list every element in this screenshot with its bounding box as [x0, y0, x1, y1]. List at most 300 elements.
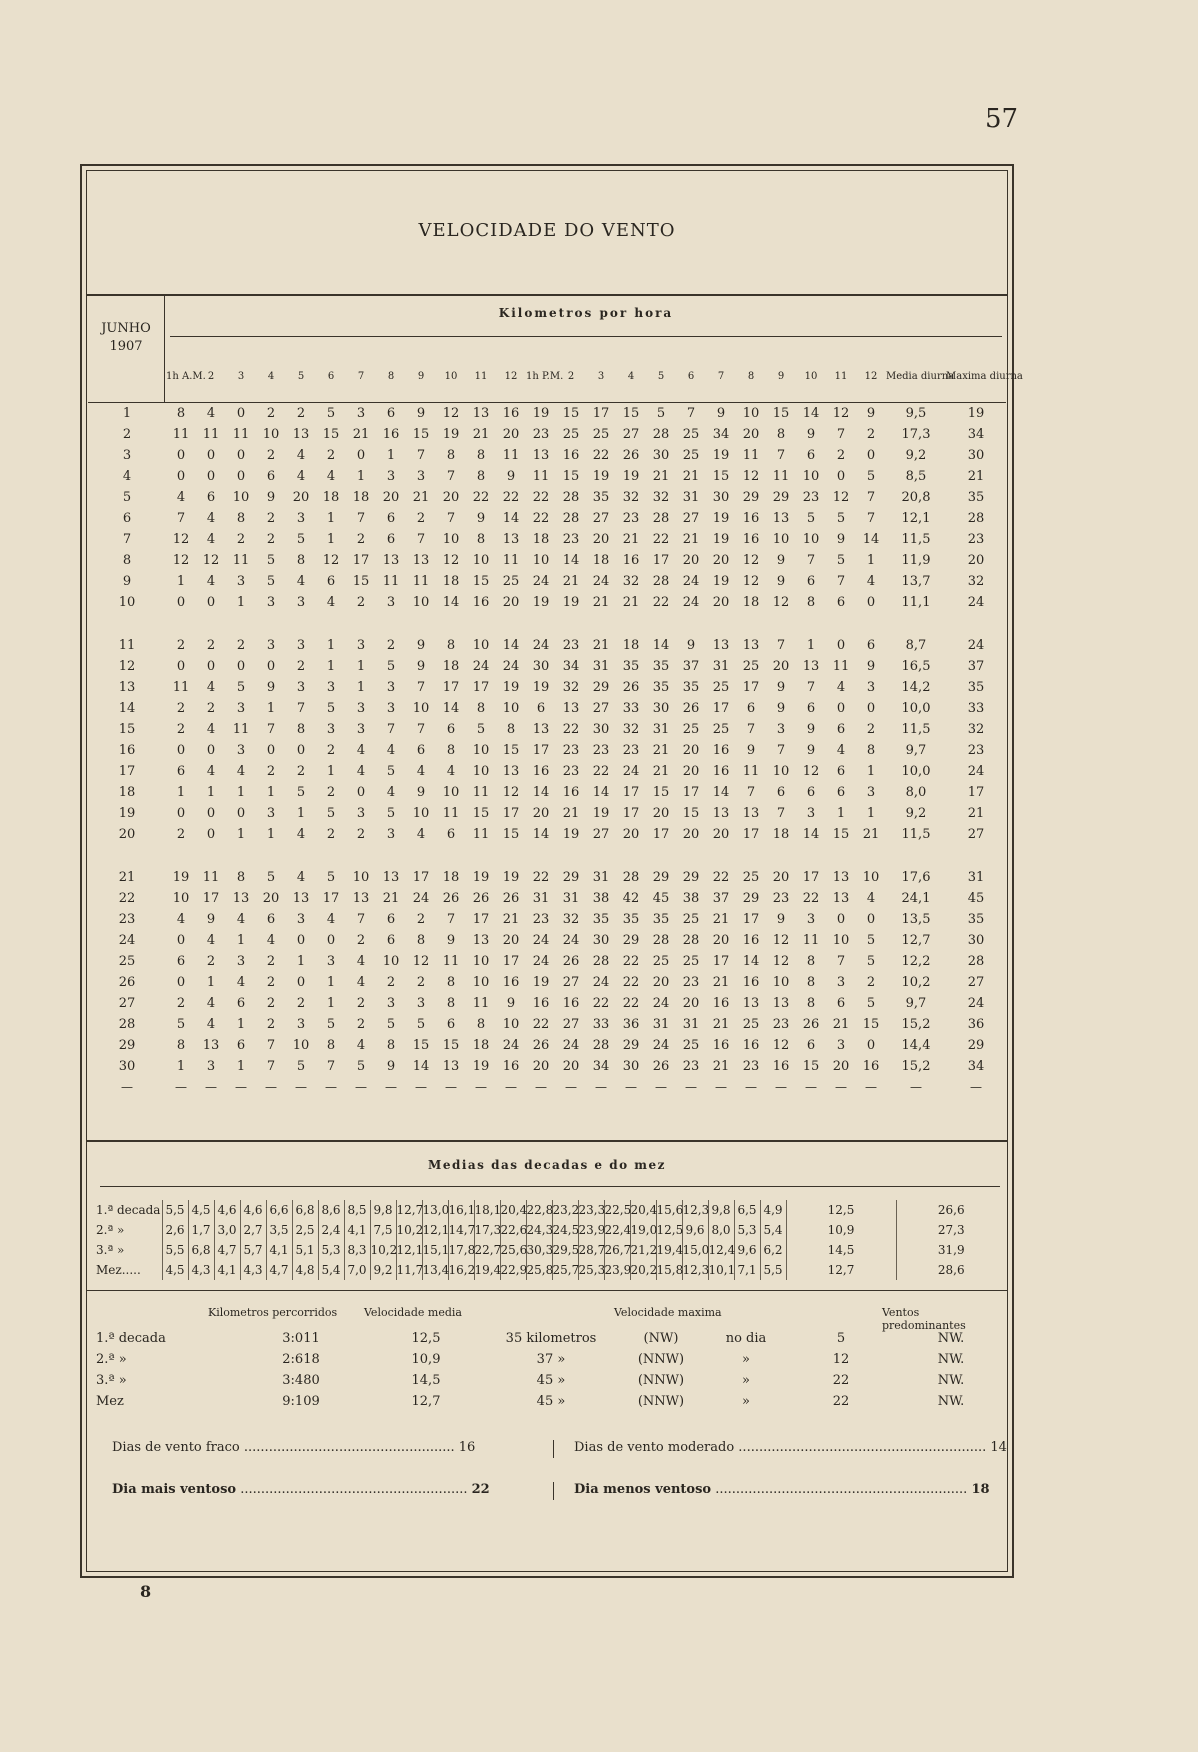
hour-value-cell: 10 — [262, 427, 280, 442]
hour-value-cell: 8 — [476, 701, 486, 716]
hour-value-cell: 22 — [622, 975, 640, 990]
media-diurna-cell: 9,5 — [905, 406, 927, 421]
hour-value-cell: 28 — [652, 427, 670, 442]
hour-value-cell: 8 — [806, 975, 816, 990]
hour-value-cell: 30 — [532, 659, 550, 674]
hour-value-cell: 21 — [862, 827, 880, 842]
hour-value-cell: 26 — [532, 1038, 550, 1053]
decada-hour-cell: 5,4 — [760, 1220, 786, 1240]
hour-value-cell: 5 — [416, 1017, 426, 1032]
hour-value-cell: 5 — [296, 785, 306, 800]
header-hour-9 — [406, 352, 436, 403]
hour-value-cell: 2 — [296, 764, 306, 779]
hour-value-cell: 15 — [562, 469, 580, 484]
hour-value-cell: 19 — [712, 511, 730, 526]
hour-value-cell: 34 — [712, 427, 730, 442]
hour-value-cell: 7 — [356, 912, 366, 927]
summary-dia-label-cell: » — [742, 1373, 750, 1388]
month-year-label — [88, 320, 164, 355]
hour-value-cell: 19 — [562, 595, 580, 610]
dash-cell: — — [121, 1080, 133, 1094]
media-diurna-cell: 20,8 — [901, 490, 931, 505]
hour-value-cell: 4 — [836, 680, 846, 695]
maxima-diurna-cell: 23 — [967, 532, 985, 547]
maxima-diurna-cell: 23 — [967, 743, 985, 758]
hour-value-cell: 13 — [472, 406, 490, 421]
hour-value-cell: 6 — [236, 996, 246, 1011]
maxima-diurna-cell: 28 — [967, 511, 985, 526]
dash-cell: — — [475, 1080, 487, 1094]
header-hour-label: 3 — [237, 371, 245, 382]
hour-value-cell: 20 — [262, 891, 280, 906]
summary-row — [96, 1349, 1006, 1370]
summary-head-vel-maxima: Velocidade maxima — [614, 1306, 722, 1319]
summary-media-cell: 12,5 — [411, 1331, 441, 1346]
media-diurna-cell: 13,7 — [901, 574, 931, 589]
hour-value-cell: 2 — [266, 406, 276, 421]
hour-value-cell: 18 — [532, 532, 550, 547]
hour-value-cell: 10 — [172, 891, 190, 906]
hour-value-cell: 20 — [742, 427, 760, 442]
hour-value-cell: 24 — [532, 933, 550, 948]
hour-value-cell: 15 — [352, 574, 370, 589]
media-diurna-cell: 12,2 — [901, 954, 931, 969]
hour-value-cell: 19 — [712, 574, 730, 589]
maxima-diurna-cell: 32 — [967, 574, 985, 589]
hour-value-cell: 17 — [592, 406, 610, 421]
hour-value-cell: 15 — [832, 827, 850, 842]
hour-value-cell: 0 — [206, 806, 216, 821]
hour-value-cell: 8 — [476, 1017, 486, 1032]
hour-value-cell: 25 — [682, 912, 700, 927]
hour-value-cell: 23 — [562, 638, 580, 653]
hour-value-cell: 17 — [622, 785, 640, 800]
hour-value-cell: 16 — [472, 595, 490, 610]
hour-value-cell: 6 — [176, 954, 186, 969]
hour-value-cell: 11 — [382, 574, 400, 589]
hour-value-cell: 10 — [472, 638, 490, 653]
decada-hour-cell: 22,4 — [604, 1220, 630, 1240]
hour-value-cell: 4 — [206, 680, 216, 695]
hour-value-cell: 11 — [172, 427, 190, 442]
hour-value-cell: 29 — [682, 870, 700, 885]
decada-hour-cell: 2,6 — [162, 1220, 188, 1240]
decada-hour-cell: 6,8 — [188, 1240, 214, 1260]
hour-value-cell: 1 — [326, 975, 336, 990]
hour-value-cell: 2 — [266, 511, 276, 526]
hour-value-cell: 21 — [652, 743, 670, 758]
hour-value-cell: 14 — [532, 827, 550, 842]
hour-value-cell: 6 — [806, 448, 816, 463]
hour-value-cell: 12 — [772, 1038, 790, 1053]
hour-value-cell: 9 — [416, 659, 426, 674]
hour-value-cell: 7 — [866, 490, 876, 505]
hour-value-cell: 8 — [446, 638, 456, 653]
decada-hour-cell: 20,4 — [500, 1200, 526, 1220]
decada-hour-cell: 9,2 — [370, 1260, 396, 1280]
table-row — [88, 698, 1006, 719]
table-row — [88, 424, 1006, 445]
hour-value-cell: 19 — [712, 448, 730, 463]
dash-cell: — — [355, 1080, 367, 1094]
decada-media-cell: 14,5 — [786, 1240, 896, 1260]
summary-km-cell: 3:480 — [282, 1373, 320, 1388]
day-cell: 19 — [118, 806, 136, 821]
hour-value-cell: 31 — [592, 659, 610, 674]
hour-value-cell: 5 — [386, 659, 396, 674]
hour-value-cell: 28 — [652, 511, 670, 526]
hour-value-cell: 11 — [472, 785, 490, 800]
page-title: VELOCIDADE DO VENTO — [418, 220, 676, 241]
hour-value-cell: 15 — [772, 406, 790, 421]
hour-value-cell: 27 — [622, 427, 640, 442]
hour-value-cell: 14 — [802, 827, 820, 842]
hour-value-cell: 7 — [356, 511, 366, 526]
decada-hour-cell: 25,8 — [526, 1260, 552, 1280]
hour-value-cell: 12 — [772, 595, 790, 610]
hour-value-cell: 22 — [532, 1017, 550, 1032]
hour-value-cell: 37 — [682, 659, 700, 674]
hour-value-cell: 28 — [562, 511, 580, 526]
hour-value-cell: 9 — [866, 659, 876, 674]
hour-value-cell: 4 — [326, 469, 336, 484]
header-hour-label: 11 — [474, 371, 488, 382]
hour-value-cell: 4 — [356, 975, 366, 990]
hour-value-cell: 7 — [446, 912, 456, 927]
hour-value-cell: 23 — [772, 1017, 790, 1032]
decada-hour-cell: 5,4 — [318, 1260, 344, 1280]
summary-km-cell: 2:618 — [282, 1352, 320, 1367]
hour-value-cell: 3 — [386, 827, 396, 842]
hour-value-cell: 6 — [536, 701, 546, 716]
decada-hour-cell: 4,9 — [760, 1200, 786, 1220]
media-diurna-cell: 9,7 — [905, 743, 927, 758]
hour-value-cell: 4 — [296, 574, 306, 589]
summary-media-cell: 12,7 — [411, 1394, 441, 1409]
hour-value-cell: 9 — [806, 743, 816, 758]
hour-value-cell: 26 — [502, 891, 520, 906]
medias-band-label: Medias das decadas e do mez — [428, 1158, 666, 1172]
media-diurna-cell: 16,5 — [901, 659, 931, 674]
hour-value-cell: 27 — [682, 511, 700, 526]
header-hour-label: 6 — [327, 371, 335, 382]
hour-value-cell: 9 — [386, 1059, 396, 1074]
hour-value-cell: 8 — [866, 743, 876, 758]
hour-value-cell: 15 — [712, 469, 730, 484]
hour-value-cell: 2 — [236, 638, 246, 653]
hour-value-cell: 5 — [866, 954, 876, 969]
media-diurna-cell: 13,5 — [901, 912, 931, 927]
hour-value-cell: 14 — [502, 638, 520, 653]
hour-value-cell: 13 — [832, 870, 850, 885]
hour-value-cell: 6 — [746, 701, 756, 716]
decada-hour-cell: 6,5 — [734, 1200, 760, 1220]
hour-value-cell: 24 — [682, 574, 700, 589]
hour-value-cell: 13 — [292, 891, 310, 906]
header-hour-11 — [466, 352, 496, 403]
hour-value-cell: 12 — [172, 553, 190, 568]
maxima-diurna-cell: 30 — [967, 933, 985, 948]
day-cell: 15 — [118, 722, 136, 737]
maxima-diurna-cell: 35 — [967, 912, 985, 927]
header-hour-label: 11 — [834, 371, 848, 382]
decada-hour-cell: 6,2 — [760, 1240, 786, 1260]
hour-value-cell: 19 — [532, 595, 550, 610]
decada-label: Mez..... — [96, 1263, 141, 1277]
hour-value-cell: 5 — [866, 469, 876, 484]
table-row — [88, 909, 1006, 930]
hour-value-cell: 21 — [682, 469, 700, 484]
hour-value-cell: 23 — [682, 975, 700, 990]
hour-value-cell: 2 — [356, 532, 366, 547]
hour-value-cell: 6 — [806, 574, 816, 589]
hour-value-cell: 14 — [412, 1059, 430, 1074]
day-cell: 27 — [118, 996, 136, 1011]
decada-hour-cell: 10,1 — [708, 1260, 734, 1280]
header-hour-label: 9 — [777, 371, 785, 382]
hour-value-cell: 6 — [866, 638, 876, 653]
hour-value-cell: 10 — [472, 975, 490, 990]
hour-value-cell: 29 — [622, 933, 640, 948]
hour-value-cell: 5 — [866, 933, 876, 948]
hour-value-cell: 1 — [266, 785, 276, 800]
header-hour-18 — [676, 352, 706, 403]
decada-hour-cell: 4,6 — [214, 1200, 240, 1220]
hour-value-cell: 10 — [772, 764, 790, 779]
hour-value-cell: 8 — [776, 427, 786, 442]
hour-value-cell: 25 — [682, 954, 700, 969]
dash-cell: — — [175, 1080, 187, 1094]
media-diurna-cell: 15,2 — [901, 1059, 931, 1074]
day-cell: 30 — [118, 1059, 136, 1074]
dash-cell: — — [535, 1080, 547, 1094]
hour-value-cell: 16 — [772, 1059, 790, 1074]
hour-value-cell: 27 — [592, 511, 610, 526]
decada-label: 3.ª » — [96, 1243, 125, 1257]
decada-hour-cell: 4,5 — [162, 1260, 188, 1280]
hour-value-cell: 9 — [446, 933, 456, 948]
decada-hour-cell: 29,5 — [552, 1240, 578, 1260]
hour-value-cell: 28 — [652, 933, 670, 948]
hourly-table — [88, 352, 1023, 1098]
hour-value-cell: 4 — [206, 722, 216, 737]
hour-value-cell: 35 — [622, 912, 640, 927]
hour-value-cell: 8 — [296, 722, 306, 737]
hour-value-cell: 9 — [266, 680, 276, 695]
hour-value-cell: 2 — [326, 827, 336, 842]
hour-value-cell: 0 — [836, 912, 846, 927]
hour-value-cell: 1 — [236, 933, 246, 948]
hour-value-cell: 28 — [622, 870, 640, 885]
hour-value-cell: 4 — [206, 764, 216, 779]
dash-cell: — — [445, 1080, 457, 1094]
hour-value-cell: 12 — [322, 553, 340, 568]
media-diurna-cell: 8,7 — [905, 638, 927, 653]
hour-value-cell: 0 — [206, 448, 216, 463]
hour-value-cell: 15 — [322, 427, 340, 442]
header-hour-21 — [766, 352, 796, 403]
gap-cell — [88, 613, 1006, 635]
hour-value-cell: 9 — [776, 553, 786, 568]
summary-max-cell: 45 » — [536, 1394, 566, 1409]
hour-value-cell: 17 — [622, 806, 640, 821]
header-hour-label: 1h A.M. — [166, 371, 206, 382]
hour-value-cell: 13 — [742, 806, 760, 821]
hour-value-cell: 4 — [446, 764, 456, 779]
day-cell: 8 — [122, 553, 132, 568]
summary-label-cell: 1.ª decada — [96, 1331, 166, 1346]
hour-value-cell: 4 — [296, 448, 306, 463]
hour-value-cell: 20 — [682, 996, 700, 1011]
hour-value-cell: 24 — [532, 638, 550, 653]
hour-value-cell: 10 — [862, 870, 880, 885]
hour-value-cell: 12 — [202, 553, 220, 568]
decada-hour-cell: 3,0 — [214, 1220, 240, 1240]
decada-hour-cell: 5,5 — [162, 1240, 188, 1260]
hour-value-cell: 1 — [176, 574, 186, 589]
decada-hour-cell: 15,0 — [682, 1240, 708, 1260]
hour-value-cell: 23 — [622, 511, 640, 526]
hour-value-cell: 3 — [386, 595, 396, 610]
hour-value-cell: 20 — [622, 827, 640, 842]
hour-value-cell: 12 — [772, 933, 790, 948]
hour-value-cell: 23 — [532, 427, 550, 442]
hour-value-cell: 35 — [592, 912, 610, 927]
hour-value-cell: 0 — [176, 975, 186, 990]
hour-value-cell: 4 — [236, 975, 246, 990]
hour-value-cell: 20 — [502, 933, 520, 948]
hour-value-cell: 21 — [352, 427, 370, 442]
hour-value-cell: 8 — [236, 870, 246, 885]
day-cell: 3 — [122, 448, 132, 463]
header-hour-13 — [526, 352, 564, 403]
hour-value-cell: 5 — [296, 1059, 306, 1074]
hour-value-cell: 0 — [176, 659, 186, 674]
hour-value-cell: 32 — [562, 680, 580, 695]
decada-hour-cell: 22,9 — [500, 1260, 526, 1280]
hour-value-cell: 12 — [832, 490, 850, 505]
decada-hour-cell: 21,2 — [630, 1240, 656, 1260]
hour-value-cell: 5 — [836, 553, 846, 568]
hour-value-cell: 22 — [622, 954, 640, 969]
hour-value-cell: 21 — [592, 638, 610, 653]
hour-value-cell: 6 — [266, 469, 276, 484]
hour-value-cell: 32 — [622, 574, 640, 589]
day-cell: 18 — [118, 785, 136, 800]
day-cell: 22 — [118, 891, 136, 906]
decada-hour-cell: 10,2 — [370, 1240, 396, 1260]
dash-cell: — — [295, 1080, 307, 1094]
hour-value-cell: 17 — [652, 553, 670, 568]
hour-value-cell: 18 — [772, 827, 790, 842]
hour-value-cell: 4 — [206, 406, 216, 421]
hour-value-cell: 29 — [592, 680, 610, 695]
dash-cell: — — [745, 1080, 757, 1094]
hour-value-cell: 20 — [532, 1059, 550, 1074]
hour-value-cell: 2 — [416, 975, 426, 990]
hour-value-cell: 4 — [836, 743, 846, 758]
day-cell: 11 — [118, 638, 136, 653]
table-row — [88, 403, 1006, 425]
hour-value-cell: 28 — [682, 933, 700, 948]
decadas-table-body — [96, 1200, 1006, 1280]
hour-value-cell: 6 — [836, 722, 846, 737]
hour-value-cell: 9 — [416, 406, 426, 421]
header-hour-12 — [496, 352, 526, 403]
hour-value-cell: 8 — [806, 595, 816, 610]
header-hour-6 — [316, 352, 346, 403]
hour-value-cell: 2 — [296, 406, 306, 421]
decada-hour-cell: 4,7 — [266, 1260, 292, 1280]
hour-value-cell: 10 — [442, 532, 460, 547]
hour-value-cell: 24 — [532, 954, 550, 969]
hour-value-cell: 21 — [712, 1059, 730, 1074]
hour-value-cell: 9 — [416, 638, 426, 653]
hour-value-cell: 7 — [776, 743, 786, 758]
hour-value-cell: 3 — [236, 574, 246, 589]
summary-divider — [86, 1290, 1008, 1291]
hour-value-cell: 16 — [562, 448, 580, 463]
hour-value-cell: 24 — [592, 574, 610, 589]
hour-value-cell: 18 — [322, 490, 340, 505]
hour-value-cell: 7 — [266, 1059, 276, 1074]
hour-value-cell: 9 — [506, 469, 516, 484]
hour-value-cell: 22 — [592, 764, 610, 779]
hour-value-cell: 2 — [356, 595, 366, 610]
decade-gap-row — [88, 845, 1006, 867]
hour-value-cell: 26 — [622, 680, 640, 695]
hour-value-cell: 21 — [652, 764, 670, 779]
summary-vento-cell: NW. — [937, 1394, 965, 1409]
hour-value-cell: 16 — [562, 785, 580, 800]
media-diurna-cell: 12,7 — [901, 933, 931, 948]
media-diurna-cell: 12,1 — [901, 511, 931, 526]
hour-value-cell: 20 — [652, 975, 670, 990]
hour-value-cell: 12 — [832, 406, 850, 421]
hour-value-cell: 22 — [622, 996, 640, 1011]
hour-value-cell: 1 — [296, 806, 306, 821]
media-diurna-cell: 17,3 — [901, 427, 931, 442]
summary-dia-label-cell: » — [742, 1394, 750, 1409]
hour-value-cell: 19 — [592, 469, 610, 484]
hour-value-cell: 7 — [836, 574, 846, 589]
hour-value-cell: 7 — [836, 954, 846, 969]
year-label: 1907 — [109, 338, 143, 354]
hour-value-cell: 15 — [562, 406, 580, 421]
hour-value-cell: 7 — [446, 511, 456, 526]
table-row — [88, 719, 1006, 740]
units-band-label: Kilometros por hora — [498, 306, 674, 320]
hour-value-cell: 17 — [202, 891, 220, 906]
decada-hour-cell: 13,0 — [422, 1200, 448, 1220]
decada-hour-cell: 28,7 — [578, 1240, 604, 1260]
hour-value-cell: 25 — [712, 680, 730, 695]
hour-value-cell: 11 — [202, 427, 220, 442]
table-row — [88, 592, 1006, 613]
hour-value-cell: 25 — [562, 427, 580, 442]
day-cell: 2 — [122, 427, 132, 442]
hour-header-row — [88, 352, 1006, 403]
hour-value-cell: 9 — [806, 427, 816, 442]
hour-value-cell: 5 — [266, 870, 276, 885]
stat-moderado-label: Dias de vento moderado — [574, 1440, 735, 1455]
hour-value-cell: 7 — [776, 448, 786, 463]
hour-value-cell: 2 — [296, 996, 306, 1011]
media-diurna-cell: 14,2 — [901, 680, 931, 695]
hour-value-cell: 2 — [176, 701, 186, 716]
hour-value-cell: 14 — [712, 785, 730, 800]
hour-value-cell: 32 — [562, 912, 580, 927]
